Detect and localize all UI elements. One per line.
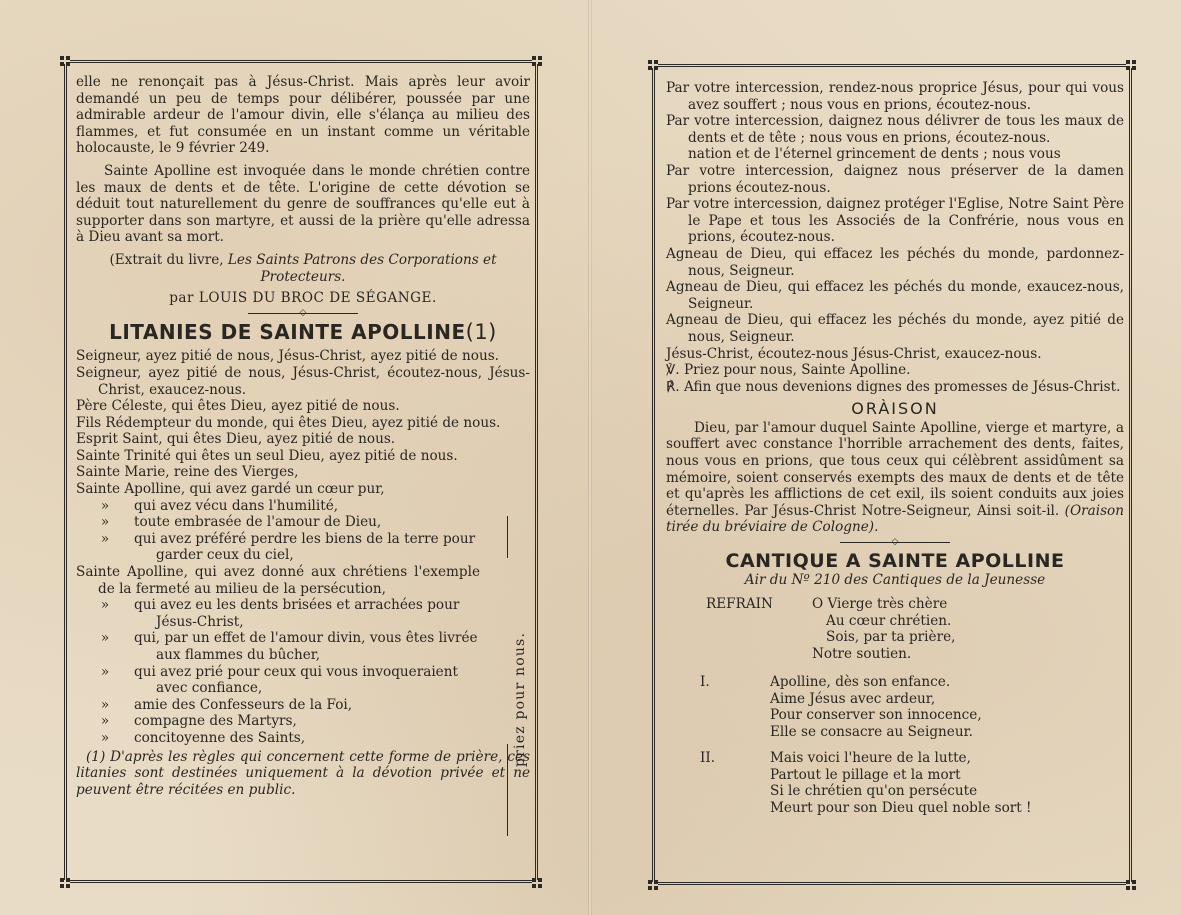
litany-invocation: Fils Rédempteur du monde, qui êtes Dieu, ayez pitié de nous.	[76, 414, 501, 431]
verse-line: Si le chrétien qu'on persécute	[770, 783, 978, 800]
refrain	[666, 596, 1124, 662]
verse	[666, 674, 1124, 740]
oraison-body: Dieu, par l'amour duquel Sainte Apolline, vierge et martyre, a souffert avec constance l'horrible arrachement des dents, faites, nous vous en prions, que tous ceux qui célèbrent assidûment sa mémoire, soient conservés exempts des maux de dents et de tête et qu'après les afflictions de cet exil, ils soient conduits aux joies éternelles. Par Jésus-Christ Notre-Seigneur, Ainsi soit-il.	[666, 419, 1124, 519]
refrain-line: Notre soutien.	[812, 645, 912, 662]
citation-book-title: Les Saints Patrons des Corporations et Protecteurs.	[227, 251, 497, 285]
petition: Jésus-Christ, écoutez-nous Jésus-Christ, exaucez-nous.	[666, 345, 1042, 362]
corner-ornament	[532, 878, 542, 888]
petition: Par votre intercession, rendez-nous proprice Jésus, pour qui vous avez souffert ; nous vous en prions, écoutez-nous.	[666, 80, 1124, 113]
refrain-lines	[802, 596, 955, 662]
border-right-rule	[535, 64, 538, 880]
sub-invocation: » qui avez prié pour ceux qui vous invoqueraient avec confiance,	[100, 663, 458, 697]
verse-number: I.	[700, 674, 710, 691]
corner-ornament	[532, 56, 542, 66]
verse-line: Elle se consacre au Seigneur.	[770, 723, 973, 740]
litany-body	[76, 348, 530, 746]
verse-line: Meurt pour son Dieu quel noble sort !	[770, 799, 1032, 816]
border-left-rule	[64, 64, 67, 880]
litany-title-text: LITANIES DE SAINTE APOLLINE	[109, 319, 466, 344]
sub-invocation: » qui avez eu les dents brisées et arrachées pour Jésus-Christ,	[100, 597, 460, 630]
left-page-content	[76, 74, 530, 798]
border-top-rule	[70, 60, 532, 63]
cantique-air: Air du Nº 210 des Cantiques de la Jeunesse	[744, 571, 1046, 588]
petition: nation et de l'éternel grincement de dents ; nous vous	[688, 146, 1061, 163]
verse	[666, 750, 1124, 816]
verse-line: Mais voici l'heure de la lutte,	[770, 750, 971, 767]
intro-paragraph: Sainte Apolline est invoquée dans le monde chrétien contre les maux de dents et de tête. L'origine de cette dévotion se déduit tout naturellement du genre de souffrances qu'elle eut à supporter dans son martyre, et aussi de la prière qu'elle adressa à Dieu avant sa mort.	[76, 162, 530, 246]
sub-invocation: » toute embrasée de l'amour de Dieu,	[100, 514, 382, 531]
sub-invocation: » qui avez préféré perdre les biens de la terre pour garder ceux du ciel,	[100, 530, 476, 564]
sub-invocation: » concitoyenne des Saints,	[100, 729, 306, 746]
versicle: ℣. Priez pour nous, Sainte Apolline.	[666, 362, 911, 379]
right-page	[650, 58, 1134, 890]
refrain-line: O Vierge très chère	[812, 596, 948, 613]
border-bottom-rule	[658, 882, 1126, 885]
right-page-content	[666, 80, 1124, 816]
bracket-line	[507, 516, 508, 558]
petition: Agneau de Dieu, qui effacez les péchés du monde, pardonnez-nous, Seigneur.	[666, 245, 1124, 279]
oraison-source: (Oraison tirée du bréviaire de Cologne).	[666, 502, 1124, 536]
litany-invocation: Sainte Apolline, qui avez donné aux chrétiens l'exemple de la fermeté au milieu de la persécution,	[76, 564, 480, 597]
verse-line: Pour conserver son innocence,	[770, 707, 982, 724]
oraison-title: ORÀISON	[851, 399, 939, 419]
cantique-title: CANTIQUE A SAINTE APOLLINE	[725, 550, 1065, 573]
footnote: (1) D'après les règles qui concernent cette forme de prière, ces litanies sont destinées uniquement à la dévotion privée et ne peuvent être récitées en public.	[76, 748, 530, 798]
border-bottom-rule	[70, 880, 532, 883]
border-right-rule	[1129, 68, 1132, 882]
left-page	[62, 54, 540, 888]
verse-line: Partout le pillage et la mort	[770, 766, 961, 783]
litany-invocation: Seigneur, ayez pitié de nous, Jésus-Christ, ayez pitié de nous.	[76, 348, 499, 365]
corner-ornament	[648, 880, 658, 890]
refrain-line: Sois, par ta prière,	[826, 629, 956, 646]
litany-invocation: Sainte Trinité qui êtes un seul Dieu, ayez pitié de nous.	[76, 447, 458, 464]
bracket-line	[507, 744, 508, 836]
sub-invocation-group	[76, 597, 530, 746]
intro-paragraph: elle ne renonçait pas à Jésus-Christ. Mais après leur avoir demandé un peu de temps pour délibérer, poussée par une admirable ardeur de l'amour divin, elle s'élança au milieu des flammes, et fut consumée en un instant comme un véritable holocauste, le 9 février 249.	[76, 74, 530, 157]
corner-ornament	[60, 56, 70, 66]
border-top-rule	[658, 64, 1126, 67]
verse-line: Apolline, dès son enfance.	[770, 674, 951, 691]
sub-invocation-group	[76, 498, 530, 564]
petition: Par votre intercession, daignez nous préserver de la damen prions écoutez-nous.	[666, 162, 1124, 196]
sub-invocation: » qui, par un effet de l'amour divin, vous êtes livrée aux flammes du bûcher,	[100, 630, 478, 663]
sub-invocation: » compagne des Martyrs,	[100, 713, 297, 730]
verse-lines	[770, 674, 982, 740]
refrain-label: REFRAIN	[706, 596, 773, 613]
response: ℟. Afin que nous devenions dignes des promesses de Jésus-Christ.	[666, 378, 1121, 395]
sub-invocation: » amie des Confesseurs de la Foi,	[100, 696, 353, 713]
verse-lines	[770, 750, 1032, 816]
oraison-text	[666, 420, 1124, 536]
litany-invocation: Sainte Apolline, qui avez gardé un cœur pur,	[76, 481, 385, 498]
verse-line: Aime Jésus avec ardeur,	[770, 690, 936, 707]
petition: Agneau de Dieu, qui effacez les péchés du monde, ayez pitié de nous, Seigneur.	[666, 312, 1124, 345]
corner-ornament	[1126, 60, 1136, 70]
citation-prefix: (Extrait du livre,	[109, 251, 224, 268]
petition: Agneau de Dieu, qui effacez les péchés du monde, exaucez-nous, Seigneur.	[666, 279, 1124, 312]
litany-title	[76, 319, 530, 344]
sub-invocation: » qui avez vécu dans l'humilité,	[100, 497, 339, 514]
litany-invocation: Père Céleste, qui êtes Dieu, ayez pitié de nous.	[76, 398, 400, 415]
verse-number: II.	[700, 750, 716, 767]
corner-ornament	[60, 878, 70, 888]
corner-ornament	[648, 60, 658, 70]
separator-ornament	[840, 542, 950, 543]
priez-pour-nous-label: priez pour nous.	[512, 631, 528, 767]
litany-invocation: Esprit Saint, qui êtes Dieu, ayez pitié de nous.	[76, 431, 396, 448]
source-citation	[76, 252, 530, 285]
page-fold	[588, 0, 592, 915]
border-left-rule	[652, 68, 655, 882]
footnote-mark: (1)	[465, 319, 497, 344]
litany-invocation: Sainte Marie, reine des Vierges,	[76, 464, 299, 481]
litany-invocation: Seigneur, ayez pitié de nous, Jésus-Christ, écoutez-nous, Jésus-Christ, exaucez-nous.	[76, 364, 530, 398]
citation-author: par LOUIS DU BROC DE SÉGANGE.	[169, 290, 437, 307]
refrain-line: Au cœur chrétien.	[826, 612, 952, 629]
corner-ornament	[1126, 880, 1136, 890]
separator-ornament	[248, 313, 358, 314]
petition: Par votre intercession, daignez protéger l'Eglise, Notre Saint Père le Pape et tous les Associés de la Confrérie, nous vous en prions, écoutez-nous.	[666, 196, 1124, 246]
petition: Par votre intercession, daignez nous délivrer de tous les maux de dents et de tête ; nous vous en prions, écoutez-nous.	[666, 113, 1124, 146]
